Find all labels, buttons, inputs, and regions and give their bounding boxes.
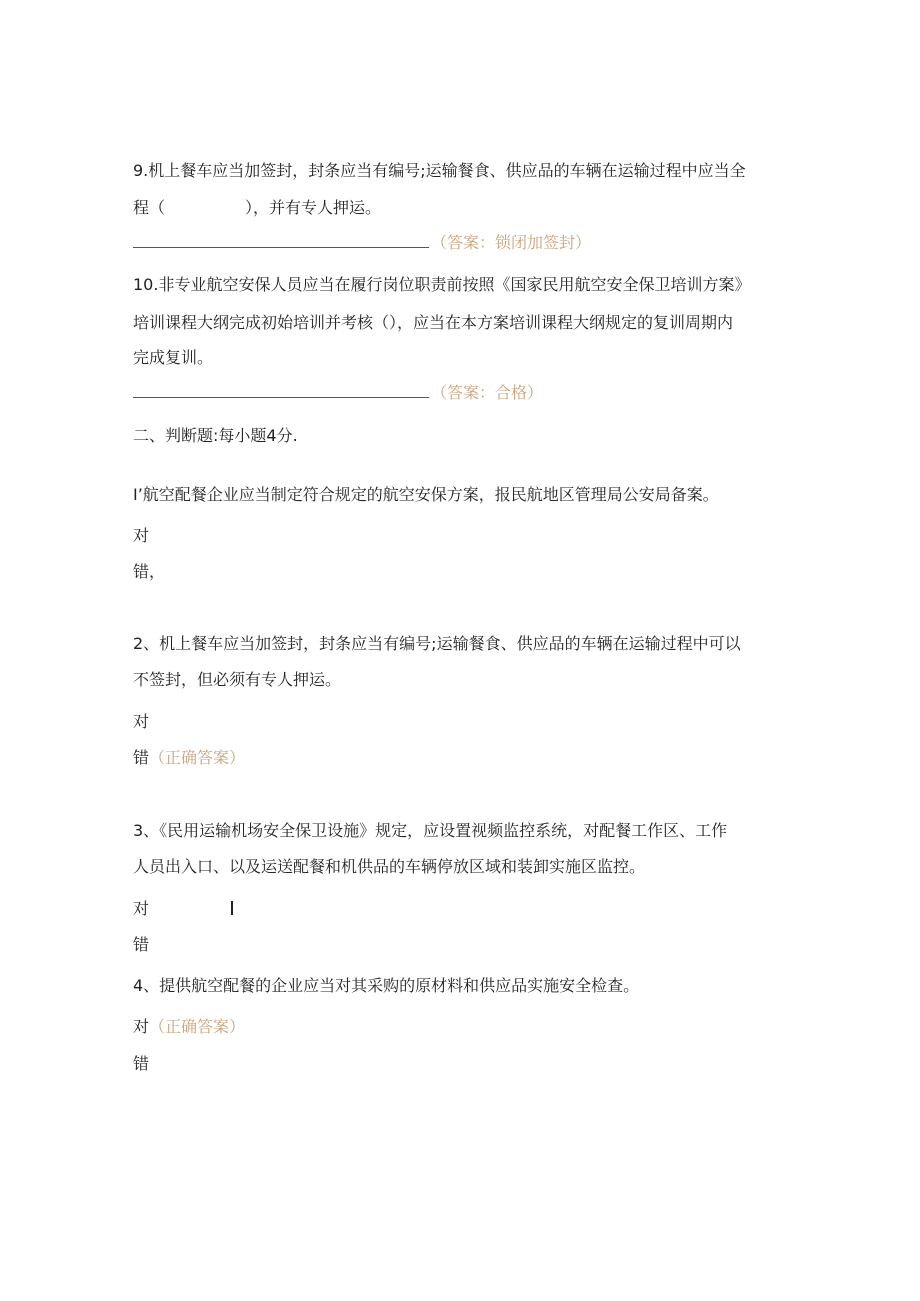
tf2-option-true[interactable]: 对: [133, 712, 150, 731]
tf3-question-line-2: 人员出入口、以及运送配餐和机供品的车辆停放区域和装卸实施区监控。: [133, 857, 646, 876]
q10-text-line-1: 10.非专业航空安保人员应当在履行岗位职责前按照《国家民用航空安全保卫培训方案》: [133, 275, 751, 294]
tf2-question-line-1: 2、机上餐车应当加签封，封条应当有编号;运输餐食、供应品的车辆在运输过程中可以: [133, 634, 741, 653]
tf4-option-false[interactable]: 错: [133, 1054, 150, 1073]
tf1-option-false[interactable]: 错，: [133, 562, 166, 581]
tf1-option-true[interactable]: 对: [133, 526, 150, 545]
tf1-question: I’航空配餐企业应当制定符合规定的航空安保方案，报民航地区管理局公安局备案。: [133, 485, 719, 504]
q10-answer-row: [133, 383, 543, 403]
tf4-correct-mark: （正确答案）: [149, 1017, 246, 1036]
q9-text-line-2: 程（ ），并有专人押运。: [133, 198, 382, 217]
tf3-option-true[interactable]: 对: [133, 899, 150, 918]
tf2-question-line-2: 不签封，但必须有专人押运。: [133, 670, 342, 689]
tf2-option-false[interactable]: 错: [133, 748, 150, 767]
tf3-question-line-1: 3、《民用运输机场安全保卫设施》规定，应设置视频监控系统，对配餐工作区、工作: [133, 821, 728, 840]
tf2-option-false-row[interactable]: [133, 748, 245, 768]
q10-text-line-3: 完成复训。: [133, 348, 214, 367]
tf2-correct-mark: （正确答案）: [149, 748, 246, 767]
tf4-question: 4、提供航空配餐的企业应当对其采购的原材料和供应品实施安全检查。: [133, 976, 640, 995]
tf4-option-true[interactable]: 对: [133, 1017, 150, 1036]
q9-text-line-1: 9.机上餐车应当加签封，封条应当有编号;运输餐食、供应品的车辆在运输过程中应当全: [133, 161, 746, 180]
q10-answer: （答案：合格）: [431, 383, 544, 402]
tf3-option-false[interactable]: 错: [133, 935, 150, 954]
q10-text-line-2: 培训课程大纲完成初始培训并考核（），应当在本方案培训课程大纲规定的复训周期内: [133, 313, 734, 332]
answer-blank-line: [133, 383, 429, 398]
text-cursor-mark: [231, 901, 233, 915]
tf4-option-true-row[interactable]: [133, 1017, 245, 1037]
q9-answer: （答案：锁闭加签封）: [431, 233, 592, 252]
answer-blank-line: [133, 233, 429, 248]
q9-answer-row: [133, 233, 591, 253]
section-title: 二、判断题:每小题4分.: [133, 426, 298, 445]
